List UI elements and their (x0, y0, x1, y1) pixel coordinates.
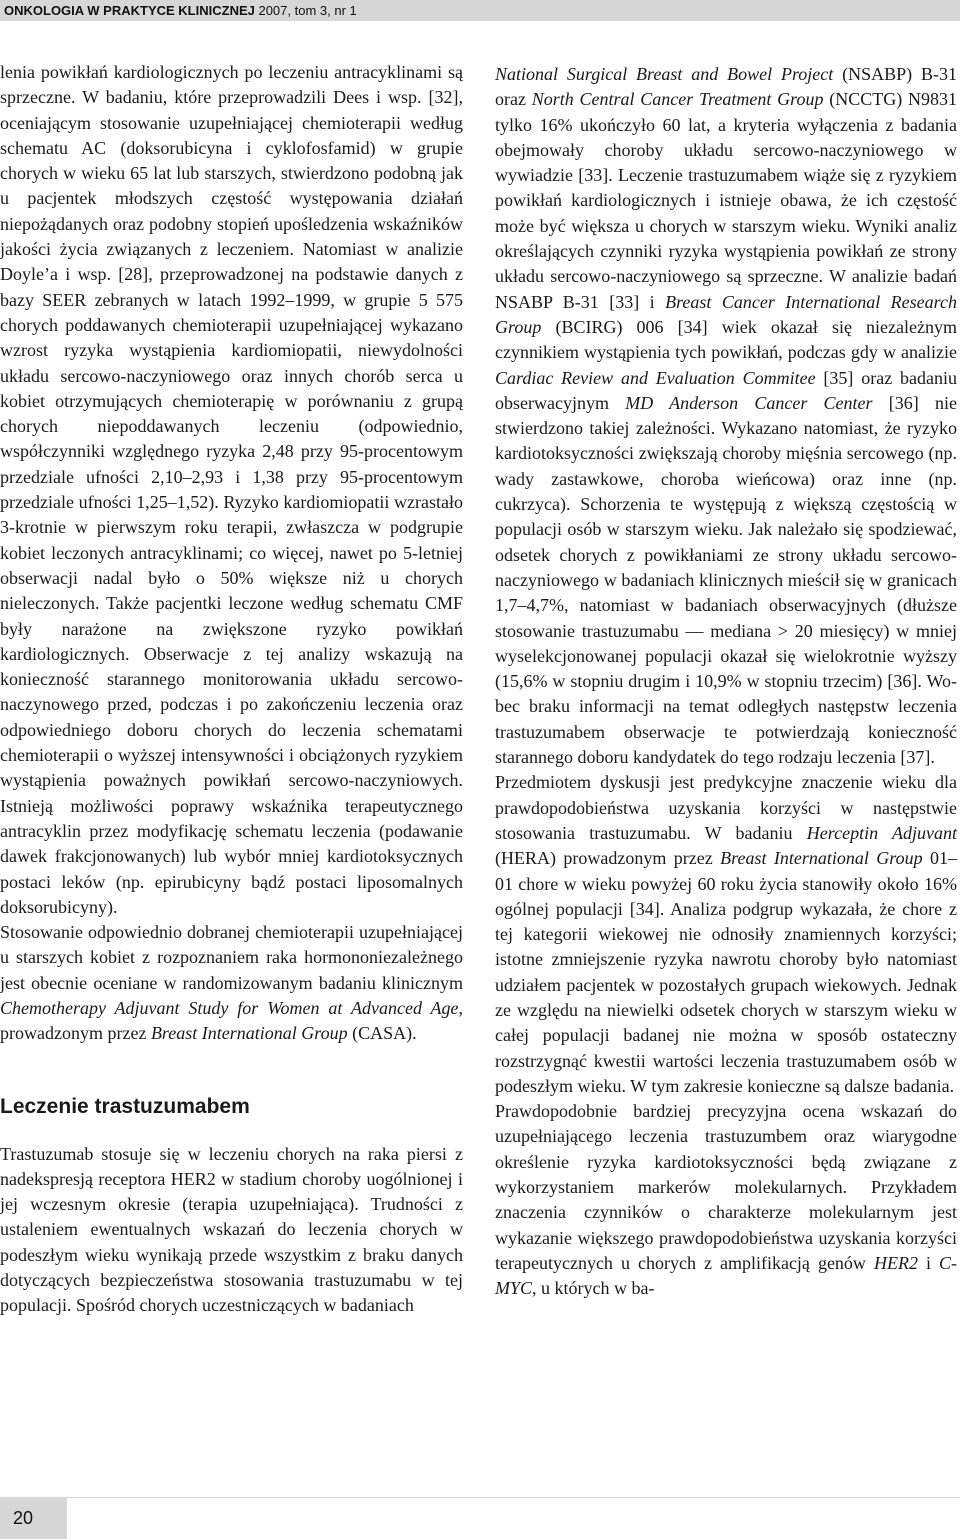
text-run: , prowadzonym przez (0, 997, 463, 1044)
text-run: 01–01 chore w wieku powyżej 60 roku życia stanowiły około 16% ogólnej populacji [34]. Analiza podgrup wykazała, że chore z tej kategorii wiekowej nie odnosiły znamiennych korzyści; istotne zmniejszenie ryzyka nawrotu choroby było natomiast udziałem pacjentek w pozostałych grupach wiekowych. Jednak ze względu na niewielki odsetek chorych w starszym wieku w całej populacji badanej nie można w sposób ostateczny rozstrzygnąć kwestii wartości leczenia trastuzumabem osób w podeszłym wieku. W tym zakresie konieczne są dalsze badania. (495, 848, 958, 1096)
running-header (0, 0, 960, 21)
footer-rule (67, 1497, 960, 1498)
italic-run: North Central Cancer Treatment Group (531, 89, 824, 110)
paragraph (495, 770, 957, 1099)
text-run: [35] oraz badaniu obserwacyjnym (495, 367, 957, 413)
paragraph (0, 920, 463, 1046)
text-run: Stosowanie odpowiednio dobranej chemioterapii uzupełniającej u starszych kobiet z rozpoznaniem raka hormononiezależnego jest obecnie oceniane w randomizowanym badaniu klinicznym (0, 922, 463, 993)
italic-run: C-MYC (495, 1252, 957, 1299)
right-column (495, 62, 957, 1302)
paragraph (495, 1099, 957, 1301)
italic-run: Herceptin Adjuvant (806, 822, 957, 843)
italic-run: Breast International Group (150, 1023, 348, 1044)
right-paragraphs (495, 62, 957, 1302)
italic-run: National Surgical Breast and Bowel Project (495, 64, 834, 84)
page-number: 20 (0, 1497, 67, 1539)
left-column (0, 60, 463, 1319)
text-run: Prawdopodobnie bardziej precyzyjna ocena wskazań do uzupełniającego leczenia trastuzumbem oraz wiarygodne określenie ryzyka kardiotoksyczności będą związane z wykorzystaniem markerów molekularnych. Przykładem znaczenia czynników o charakterze molekularnym jest wykazanie większego prawdopodobieństwa uzyskania korzyści terapeutycznych u chorych z amplifikacją genów (495, 1101, 957, 1273)
italic-run: Breast Cancer International Research Group (495, 291, 957, 337)
text-run: [36] nie stwierdzono takiej zależności. Wykazano natomiast, że ryzyko kardiotoksyczności zwiększają choroby mięśnia sercowego (np. wady zastawkowe, choroba wieńcowa) oraz inne (np. cukrzyca). Schorzenia te występują z większą częstością w populacji osób w starszym wieku. Jak należało się spodziewać, odsetek chorych z powikłaniami ze strony układu sercowo-naczyniowego w badaniach klinicznych mieścił się w granicach 1,7–4,7%, natomiast w badaniach obserwacyjnych (dłuższe stosowanie trastuzumabu — mediana > 20 miesięcy) w mniej wyselekcjonowanej populacji okazał się wielokrotnie wyższy (15,6% w stopniu drugim i 10,9% w stopniu trzecim) [36]. Wobec braku informacji na temat odległych następstw leczenia trastuzumabem obserwacje te potwierdzają konieczność starannego doboru kandydatek do tego rodzaju leczenia [37]. (495, 392, 957, 768)
footer-band (0, 1497, 960, 1539)
text-run: lenia powikłań kardiologicznych po leczeniu antracyklinami są sprzeczne. W badaniu, które przeprowadzili Dees i wsp. [32], oceniającym stosowanie uzupełniającej chemioterapii według schematu AC (doksorubicyna i cyklofosfamid) w grupie chorych w wieku 65 lat lub starszych, stwierdzono podobną jak u pacjentek młodszych częstość występowania działań niepożądanych oraz podobny stopień upośledzenia wskaźników jakości życia związanych z leczeniem. Natomiast w analizie Doyle’a i wsp. [28], przeprowadzonej na podstawie danych z bazy SEER zebranych w latach 1992–1999, w grupie 5 575 chorych poddawanych chemioterapii uzupełniającej wykazano wzrost ryzyka wystąpienia kardiomiopatii, niewydolności układu sercowo-naczyniowego oraz innych chorób serca u kobiet otrzymujących chemioterapię w porównaniu z grupą chorych niepoddawanych leczeniu (odpowiednio, współczynniki względnego ryzyka 2,48 przy 95-procentowym przedziale ufności 2,10–2,93 i 1,38 przy 95-procentowym przedziale ufności 1,25–1,52). Ryzyko kardiomiopatii wzrastało 3-krotnie w pierwszym roku terapii, zwłaszcza w podgrupie kobiet leczonych antracyklinami; co więcej, nawet po 5-letniej obserwacji nadal było o 50% większe niż u chorych nieleczonych. Także pacjentki leczone według schematu CMF były narażone na zwiększone ryzyko powikłań kardiologicznych. Obserwacje z tej analizy wskazują na konieczność starannego monitorowania układu sercowo-naczynowego przed, podczas i po zakończeniu leczenia oraz odpowiedniego doboru chorych do leczenia schematami chemioterapii o wyższej intensywności i obciążonych ryzykiem wystąpienia poważnych powikłań sercowo-naczyniowych. Istnieją możliwości poprawy wskaźnika terapeutycznego antracyklin przez modyfikację schematu leczenia (podawanie dawek frakcjonowanych) lub wybór mniej kardiotoksycznych postaci leków (np. epirubicyny bądź postaci liposomalnych doksorubicyny). (0, 62, 463, 917)
section-heading: Leczenie trastuzumabem (0, 1094, 250, 1118)
left-after-heading (0, 1142, 463, 1319)
text-run: , u których w ba- (532, 1278, 655, 1299)
text-run: (CASA). (347, 1023, 417, 1044)
text-run: (NSABP) B-31 oraz (495, 64, 957, 110)
paragraph (0, 60, 463, 920)
journal-title: ONKOLOGIA W PRAKTYCE KLINICZNEJ (4, 3, 255, 18)
italic-run: MD Anderson Cancer Center (625, 392, 873, 413)
left-paragraphs (0, 60, 463, 1047)
italic-run: Breast International Group (720, 848, 923, 869)
text-run: (HERA) prowadzonym przez (495, 848, 721, 869)
italic-run: Cardiac Review and Evaluation Commitee (495, 367, 816, 388)
paragraph (495, 62, 957, 770)
paragraph (0, 1142, 463, 1319)
text-run: (NCCTG) N9831 tylko 16% ukończyło 60 lat, a kryteria wyłączenia z badania obejmowały choroby układu sercowo-naczyniowego w wywiadzie [33]. Leczenie trastuzumabem wiąże się z ryzykiem powikłań kardiologicznych i istnieje obawa, że ich częstość może być większa u chorych w starszym wieku. Wyniki analiz określających czynniki ryzyka wystąpienia powikłań ze strony układu sercowo-naczyniowego są sprzeczne. W analizie badań NSABP B-31 [33] i (495, 89, 957, 312)
italic-run: HER2 (873, 1252, 918, 1273)
text-run: Przedmiotem dyskusji jest predykcyjne znaczenie wieku dla prawdopodobieństwa uzyskania korzyści w następstwie stosowania trastuzumabu. W badaniu (495, 772, 957, 843)
text-run: i (917, 1252, 939, 1273)
issue-info: 2007, tom 3, nr 1 (254, 3, 357, 18)
text-run: Trastuzumab stosuje się w leczeniu chorych na raka piersi z nadekspresją receptora HER2 w stadium choroby uogólnionej i jej wczesnym okresie (terapia uzupełniająca). Trudności z ustaleniem ewentualnych wskazań do leczenia chorych w podeszłym wieku wynikają przede wszystkim z braku danych dotyczących bezpieczeństwa stosowania trastuzumabu w tej populacji. Spośród chorych uczestniczących w badaniach (0, 1143, 463, 1316)
text-run: (BCIRG) 006 [34] wiek okazał się niezależnym czynnikiem wystąpienia tych powikłań, podczas gdy w analizie (495, 316, 957, 363)
italic-run: Chemotherapy Adjuvant Study for Women at Advanced Age (0, 997, 459, 1018)
